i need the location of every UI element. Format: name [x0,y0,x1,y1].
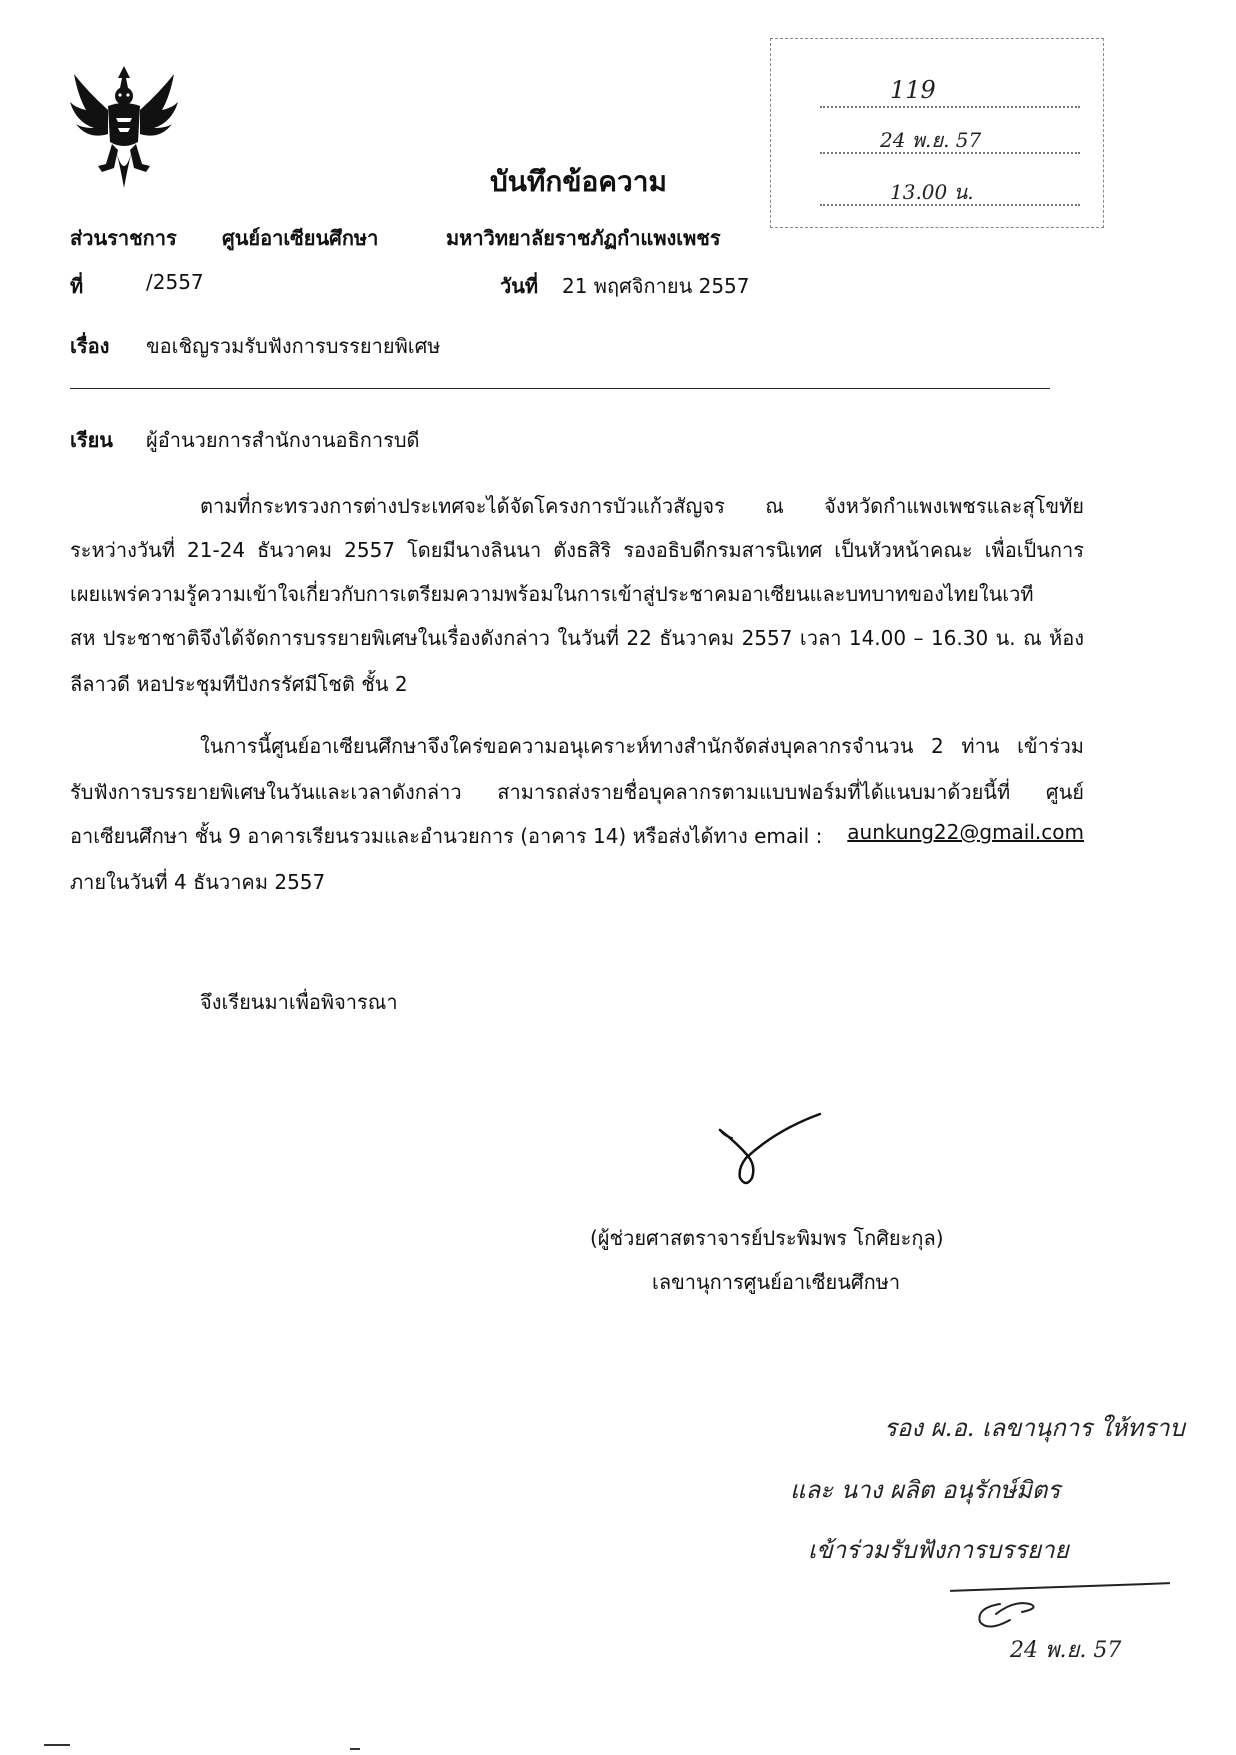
stamp-line-number [820,106,1080,108]
stamp-time: 13.00 น. [890,180,974,204]
body-p1-line4: สห ประชาชาติจึงได้จัดการบรรยายพิเศษในเรื่องดังกล่าว ในวันที่ 22 ธันวาคม 2557 เวลา 14.00 – 16.30 น. ณ ห้อง [70,626,1084,650]
memo-title: บันทึกข้อความ [490,165,667,198]
closing-text: จึงเรียนมาเพื่อพิจารณา [200,990,398,1014]
body-p1-line1: ตามที่กระทรวงการต่างประเทศจะได้จัดโครงการบัวแก้วสัญจร ณ จังหวัดกำแพงเพชรและสุโขทัย [200,494,1084,518]
addressee-label: เรียน [70,428,113,452]
date-value: 21 พฤศจิกายน 2557 [562,274,750,298]
date-label: วันที่ [500,274,539,298]
doc-number-value: /2557 [146,270,204,294]
stamp-number: 119 [890,76,936,104]
doc-number-label: ที่ [70,274,84,298]
stamp-date: 24 พ.ย. 57 [880,128,982,152]
handwritten-initials-date: 24 พ.ย. 57 [1010,1638,1122,1663]
body-p2-line3 [70,820,1084,852]
initials-scribble [970,1594,1060,1634]
subject-value: ขอเชิญรวมรับฟังการบรรยายพิเศษ [146,334,441,358]
body-p1-line5: ลีลาวดี หอประชุมทีปังกรรัศมีโชติ ชั้น 2 [70,672,408,696]
dept-label: ส่วนราชการ [70,226,177,250]
body-p2-line4: ภายในวันที่ 4 ธันวาคม 2557 [70,870,326,894]
university-name: มหาวิทยาลัยราชภัฏกำแพงเพชร [446,226,721,250]
garuda-emblem-icon [68,62,180,190]
signature-mark [716,1112,826,1192]
addressee-value: ผู้อำนวยการสำนักงานอธิการบดี [146,428,420,452]
scan-mark [350,1748,360,1750]
handwritten-note-line1: รอง ผ.อ. เลขานุการ ให้ทราบ [884,1414,1185,1442]
body-p2-line2: รับฟังการบรรยายพิเศษในวันและเวลาดังกล่าว สามารถส่งรายชื่อบุคลากรตามแบบฟอร์มที่ได้แนบมาด้วยนี้ที่ ศูนย์ [70,780,1084,804]
dept-value: ศูนย์อาเซียนศึกษา [222,226,379,250]
handwritten-underline [950,1582,1170,1592]
body-p2-line3-text: อาเซียนศึกษา ชั้น 9 อาคารเรียนรวมและอำนวยการ (อาคาร 14) หรือส่งได้ทาง email : [70,824,823,848]
handwritten-note-line2: และ นาง ผลิต อนุรักษ์มิตร [790,1476,1061,1504]
signatory-name: (ผู้ช่วยศาสตราจารย์ประพิมพร โกศิยะกุล) [590,1226,944,1250]
header-divider [70,388,1050,389]
body-p2-line1: ในการนี้ศูนย์อาเซียนศึกษาจึงใคร่ขอความอนุเคราะห์ทางสำนักจัดส่งบุคลากรจำนวน 2 ท่าน เข้าร่วม [200,734,1084,758]
signatory-position: เลขานุการศูนย์อาเซียนศึกษา [652,1270,901,1294]
body-p1-line3: เผยแพร่ความรู้ความเข้าใจเกี่ยวกับการเตรียมความพร้อมในการเข้าสู่ประชาคมอาเซียนและบทบาทของไทยในเวที [70,582,1034,606]
email-link[interactable]: aunkung22@gmail.com [847,820,1084,844]
body-p1-line2: ระหว่างวันที่ 21-24 ธันวาคม 2557 โดยมีนางลินนา ตังธสิริ รองอธิบดีกรมสารนิเทศ เป็นหัวหน้าคณะ เพื่อเป็นการ [70,538,1084,562]
subject-label: เรื่อง [70,334,110,358]
handwritten-note-line3: เข้าร่วมรับฟังการบรรยาย [808,1536,1069,1564]
scan-mark [44,1744,70,1746]
